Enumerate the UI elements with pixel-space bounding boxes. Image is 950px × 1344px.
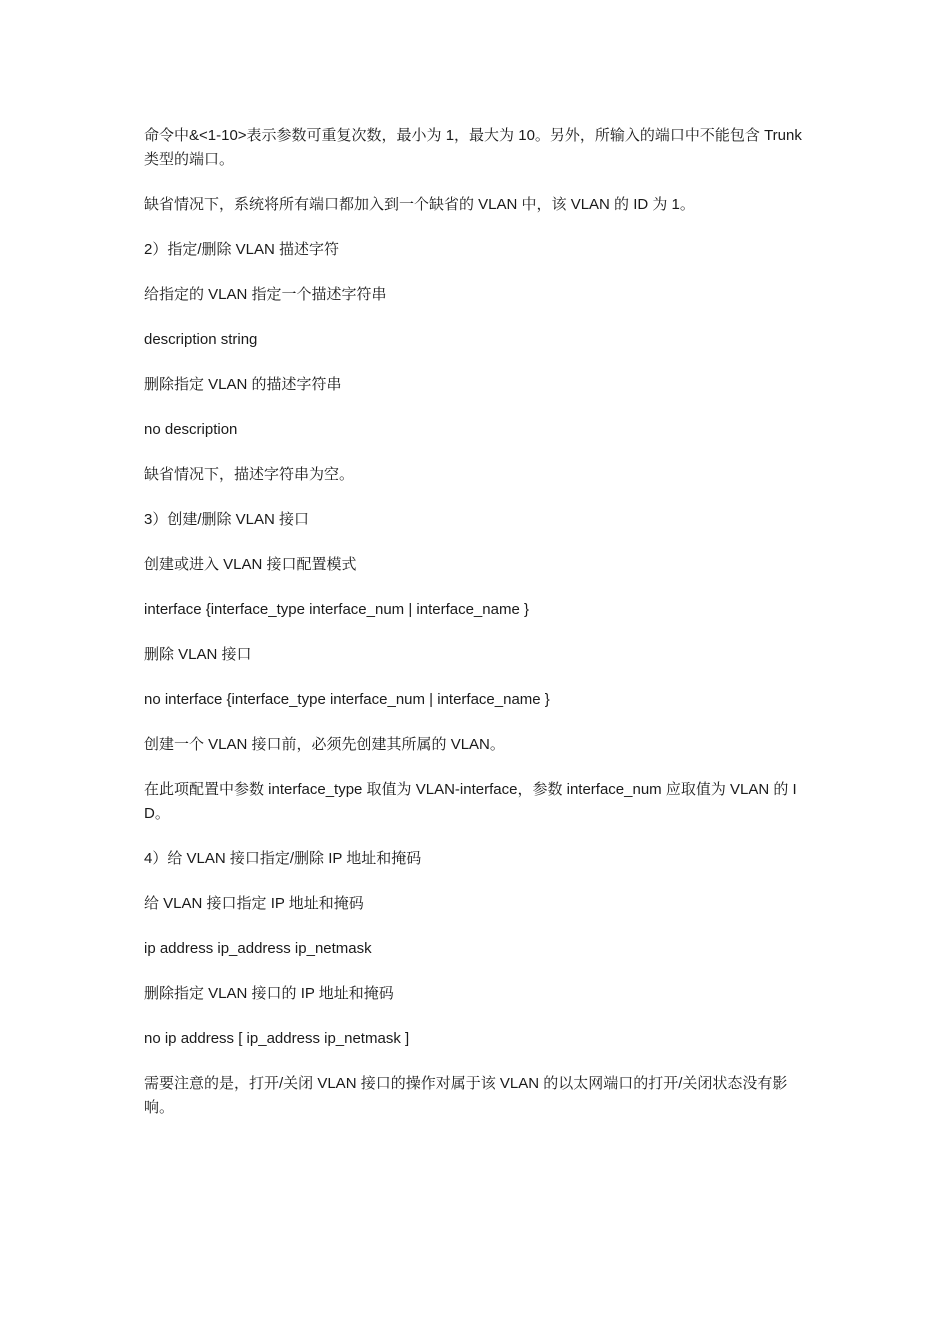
paragraph-enter-interface-mode: 创建或进入 VLAN 接口配置模式 [144,556,357,573]
document-body [144,124,810,1141]
paragraph-shutdown-note: 需要注意的是，打开/关闭 VLAN 接口的操作对属于该 VLAN 的以太网端口的打开/关闭状态没有影响。 [144,1075,788,1116]
section-heading-vlan-interface: 3）创建/删除 VLAN 接口 [144,511,310,528]
command-description: description string [144,331,258,348]
paragraph-default-description-empty: 缺省情况下，描述字符串为空。 [144,466,355,483]
command-ip-address: ip address ip_address ip_netmask [144,940,372,957]
section-heading-ip-address: 4）给 VLAN 接口指定/删除 IP 地址和掩码 [144,850,422,867]
paragraph-set-description: 给指定的 VLAN 指定一个描述字符串 [144,286,387,303]
command-no-interface: no interface {interface_type interface_num | interface_name } [144,691,550,708]
paragraph-interface-params: 在此项配置中参数 interface_type 取值为 VLAN-interface，参数 interface_num 应取值为 VLAN 的 ID。 [144,781,797,822]
command-no-ip-address: no ip address [ ip_address ip_netmask ] [144,1030,410,1047]
paragraph-create-vlan-first: 创建一个 VLAN 接口前，必须先创建其所属的 VLAN。 [144,736,505,753]
section-heading-vlan-description: 2）指定/删除 VLAN 描述字符 [144,241,340,258]
command-interface: interface {interface_type interface_num | interface_name } [144,601,529,618]
paragraph-repeat-param-note: 命令中&<1-10>表示参数可重复次数，最小为 1，最大为 10。另外，所输入的端口中不能包含 Trunk 类型的端口。 [144,127,802,168]
paragraph-delete-description: 删除指定 VLAN 的描述字符串 [144,376,342,393]
paragraph-default-vlan-note: 缺省情况下，系统将所有端口都加入到一个缺省的 VLAN 中，该 VLAN 的 ID 为 1。 [144,196,695,213]
command-no-description: no description [144,421,238,438]
paragraph-delete-interface: 删除 VLAN 接口 [144,646,252,663]
paragraph-delete-ip: 删除指定 VLAN 接口的 IP 地址和掩码 [144,985,394,1002]
paragraph-assign-ip: 给 VLAN 接口指定 IP 地址和掩码 [144,895,364,912]
